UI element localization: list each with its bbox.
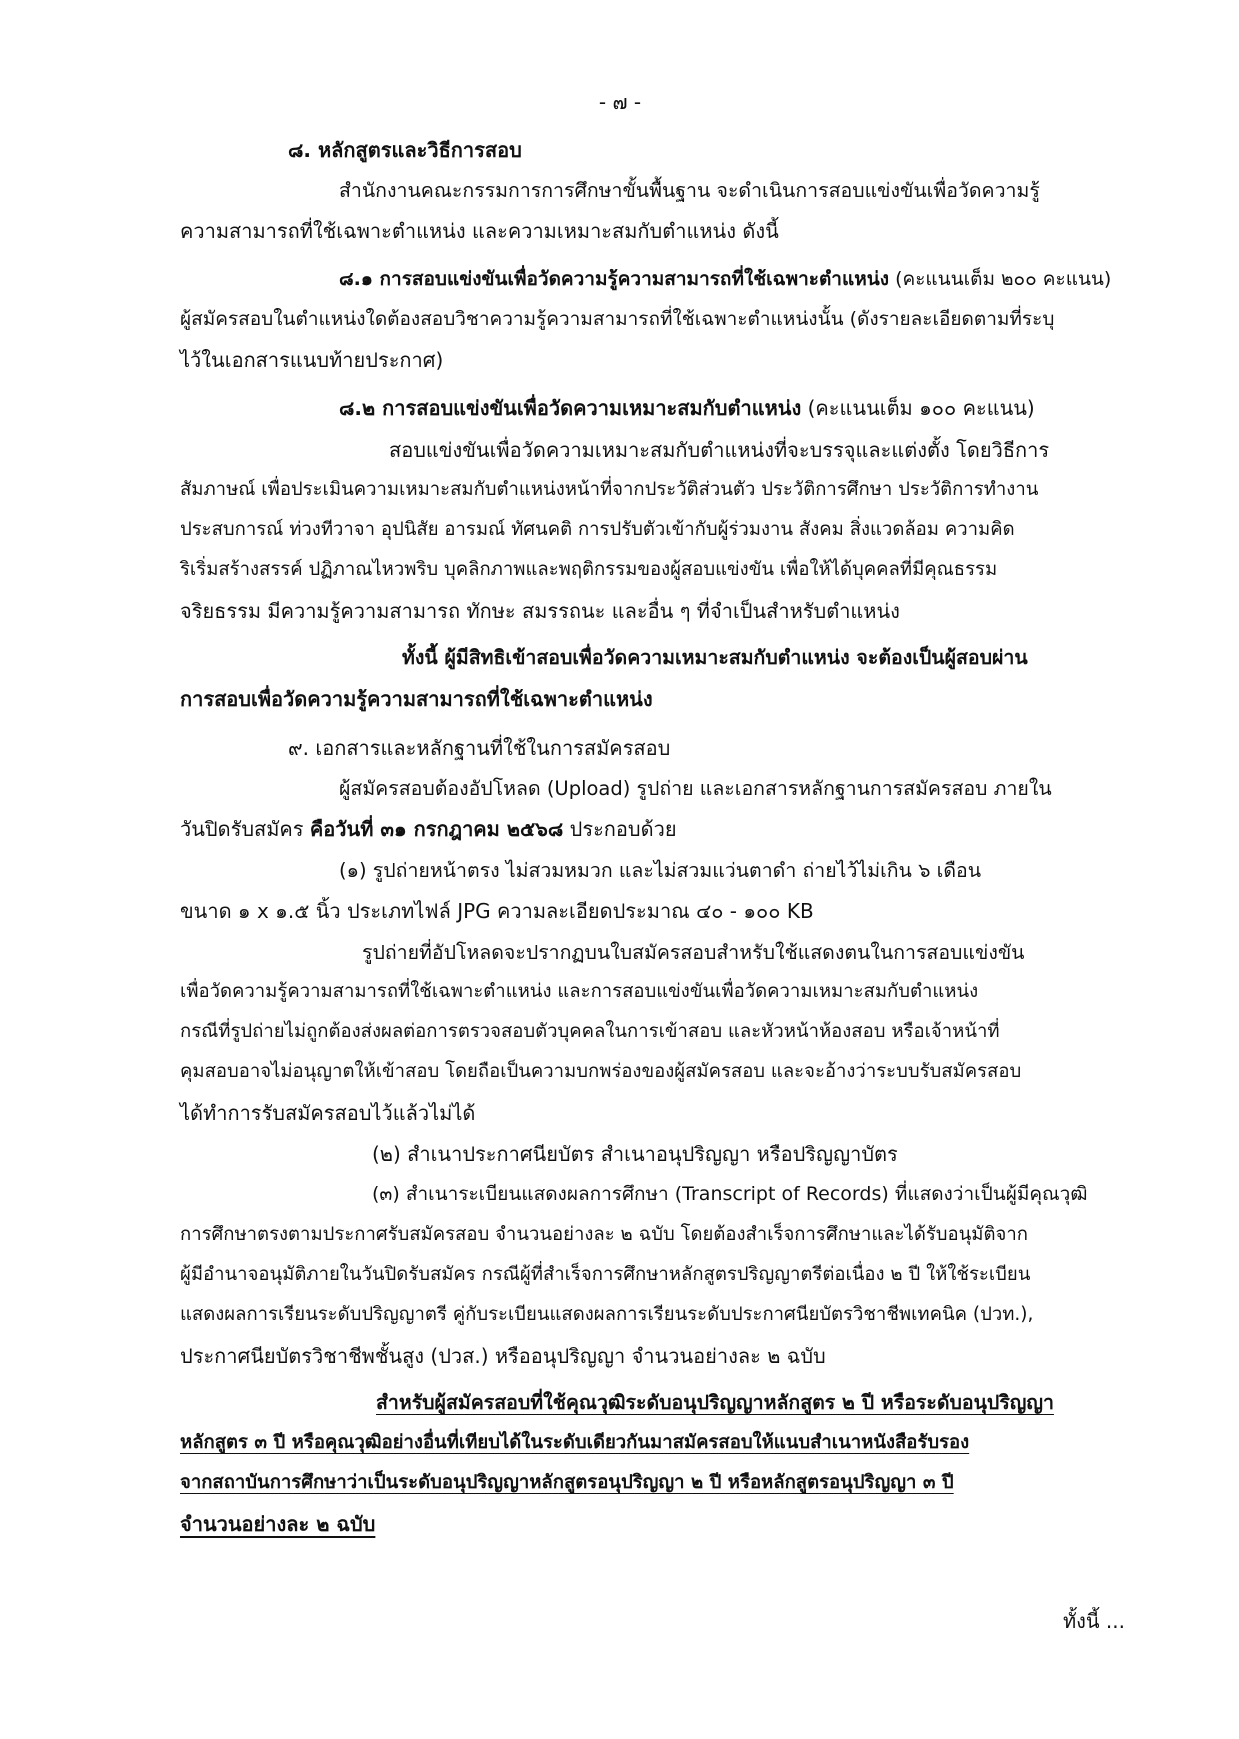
- item-2: (๒) สำเนาประกาศนียบัตร สำเนาอนุปริญญา หรือปริญญาบัตร: [372, 1142, 898, 1166]
- section-9-deadline: คือวันที่ ๓๑ กรกฎาคม ๒๕๖๘: [309, 817, 564, 841]
- item-3-line-2: การศึกษาตรงตามประกาศรับสมัครสอบ จำนวนอย่างละ ๒ ฉบับ โดยต้องสำเร็จการศึกษาและได้รับอนุมัติจาก: [180, 1224, 1028, 1245]
- section-8-1-body-line-1: ผู้สมัครสอบในตำแหน่งใดต้องสอบวิชาความรู้ความสามารถที่ใช้เฉพาะตำแหน่งนั้น (ดังรายละเอียดตามที่ระบุ: [180, 308, 1055, 330]
- section-8-2-title-row: [339, 398, 1035, 418]
- section-8-2-note-line-1: ทั้งนี้ ผู้มีสิทธิเข้าสอบเพื่อวัดความเหมาะสมกับตำแหน่ง จะต้องเป็นผู้สอบผ่าน: [402, 646, 1028, 669]
- item-3-line-1: (๓) สำเนาระเบียนแสดงผลการศึกษา (Transcript of Records) ที่แสดงว่าเป็นผู้มีคุณวุฒิ: [372, 1183, 1088, 1205]
- section-8-2-body-line-3: ประสบการณ์ ท่วงทีวาจา อุปนิสัย อารมณ์ ทัศนคติ การปรับตัวเข้ากับผู้ร่วมงาน สังคม สิ่งแวดล้อม ความคิด: [180, 519, 1015, 540]
- section-9-heading: ๙. เอกสารและหลักฐานที่ใช้ในการสมัครสอบ: [288, 736, 671, 760]
- section-9-intro-line-2: [180, 819, 677, 839]
- section-8-2-note-line-2: การสอบเพื่อวัดความรู้ความสามารถที่ใช้เฉพาะตำแหน่ง: [180, 687, 653, 711]
- diploma-note-line-2: หลักสูตร ๓ ปี หรือคุณวุฒิอย่างอื่นที่เทียบได้ในระดับเดียวกันมาสมัครสอบให้แนบสำเนาหนังสือรับรอง: [180, 1432, 970, 1453]
- section-8-1-score: (คะแนนเต็ม ๒๐๐ คะแนน): [895, 268, 1112, 290]
- section-8-2-body-line-5: จริยธรรม มีความรู้ความสามารถ ทักษะ สมรรถนะ และอื่น ๆ ที่จำเป็นสำหรับตำแหน่ง: [180, 599, 900, 623]
- section-8-1-title: ๘.๑ การสอบแข่งขันเพื่อวัดความรู้ความสามารถที่ใช้เฉพาะตำแหน่ง: [339, 268, 890, 290]
- section-8-2-title: ๘.๒ การสอบแข่งขันเพื่อวัดความเหมาะสมกับตำแหน่ง: [339, 396, 802, 420]
- diploma-note-line-1: สำหรับผู้สมัครสอบที่ใช้คุณวุฒิระดับอนุปริญญาหลักสูตร ๒ ปี หรือระดับอนุปริญญา: [376, 1391, 1054, 1414]
- section-8-2-body-line-2: สัมภาษณ์ เพื่อประเมินความเหมาะสมกับตำแหน่งหน้าที่จากประวัติส่วนตัว ประวัติการศึกษา ประวัติการทำงาน: [180, 479, 1039, 500]
- section-9-intro-closing-label: วันปิดรับสมัคร: [180, 817, 304, 841]
- item-1-line-1: (๑) รูปถ่ายหน้าตรง ไม่สวมหมวก และไม่สวมแว่นตาดำ ถ่ายไว้ไม่เกิน ๖ เดือน: [339, 859, 982, 882]
- item-3-line-4: แสดงผลการเรียนระดับปริญญาตรี คู่กับระเบียนแสดงผลการเรียนระดับประกาศนียบัตรวิชาชีพเทคนิค (ปวท.),: [180, 1304, 1034, 1325]
- section-8-intro-line-1: สำนักงานคณะกรรมการการศึกษาขั้นพื้นฐาน จะดำเนินการสอบแข่งขันเพื่อวัดความรู้: [339, 179, 1040, 202]
- photo-note-line-3: กรณีที่รูปถ่ายไม่ถูกต้องส่งผลต่อการตรวจสอบตัวบุคคลในการเข้าสอบ และหัวหน้าห้องสอบ หรือเจ้าหน้าที่: [180, 1021, 1000, 1042]
- section-8-2-body-line-1: สอบแข่งขันเพื่อวัดความเหมาะสมกับตำแหน่งที่จะบรรจุและแต่งตั้ง โดยวิธีการ: [389, 438, 1050, 462]
- item-3-line-5: ประกาศนียบัตรวิชาชีพชั้นสูง (ปวส.) หรืออนุปริญญา จำนวนอย่างละ ๒ ฉบับ: [180, 1344, 826, 1368]
- photo-note-line-5: ได้ทำการรับสมัครสอบไว้แล้วไม่ได้: [180, 1101, 476, 1125]
- section-9-intro-line-1: ผู้สมัครสอบต้องอัปโหลด (Upload) รูปถ่าย และเอกสารหลักฐานการสมัครสอบ ภายใน: [339, 777, 1052, 800]
- section-8-intro-line-2: ความสามารถที่ใช้เฉพาะตำแหน่ง และความเหมาะสมกับตำแหน่ง ดังนี้: [180, 219, 779, 243]
- section-8-2-score: (คะแนนเต็ม ๑๐๐ คะแนน): [807, 396, 1035, 420]
- continuation-marker: ทั้งนี้ ...: [1062, 1609, 1125, 1633]
- item-1-line-2: ขนาด ๑ x ๑.๕ นิ้ว ประเภทไฟล์ JPG ความละเอียดประมาณ ๔๐ - ๑๐๐ KB: [180, 899, 814, 923]
- section-8-heading: ๘. หลักสูตรและวิธีการสอบ: [288, 138, 522, 162]
- photo-note-line-2: เพื่อวัดความรู้ความสามารถที่ใช้เฉพาะตำแหน่ง และการสอบแข่งขันเพื่อวัดความเหมาะสมกับตำแหน่ง: [180, 981, 979, 1002]
- page-number: - ๗ -: [598, 90, 642, 114]
- section-8-2-body-line-4: ริเริ่มสร้างสรรค์ ปฏิภาณไหวพริบ บุคลิกภาพและพฤติกรรมของผู้สอบแข่งขัน เพื่อให้ได้บุคคลที่มีคุณธรรม: [180, 559, 998, 580]
- photo-note-line-4: คุมสอบอาจไม่อนุญาตให้เข้าสอบ โดยถือเป็นความบกพร่องของผู้สมัครสอบ และจะอ้างว่าระบบรับสมัครสอบ: [180, 1061, 1022, 1082]
- item-3-line-3: ผู้มีอำนาจอนุมัติภายในวันปิดรับสมัคร กรณีผู้ที่สำเร็จการศึกษาหลักสูตรปริญญาตรีต่อเนื่อง ๒ ปี ให้ใช้ระเบียน: [180, 1264, 1031, 1285]
- diploma-note-line-3: จากสถาบันการศึกษาว่าเป็นระดับอนุปริญญาหลักสูตรอนุปริญญา ๒ ปี หรือหลักสูตรอนุปริญญา ๓ ปี: [180, 1472, 954, 1493]
- section-9-intro-tail: ประกอบด้วย: [569, 817, 677, 841]
- diploma-note-line-4: จำนวนอย่างละ ๒ ฉบับ: [180, 1512, 376, 1536]
- section-8-1-title-row: [339, 270, 1111, 289]
- photo-note-line-1: รูปถ่ายที่อัปโหลดจะปรากฏบนใบสมัครสอบสำหรับใช้แสดงตนในการสอบแข่งขัน: [362, 941, 1025, 964]
- section-8-1-body-line-2: ไว้ในเอกสารแนบท้ายประกาศ): [180, 348, 444, 372]
